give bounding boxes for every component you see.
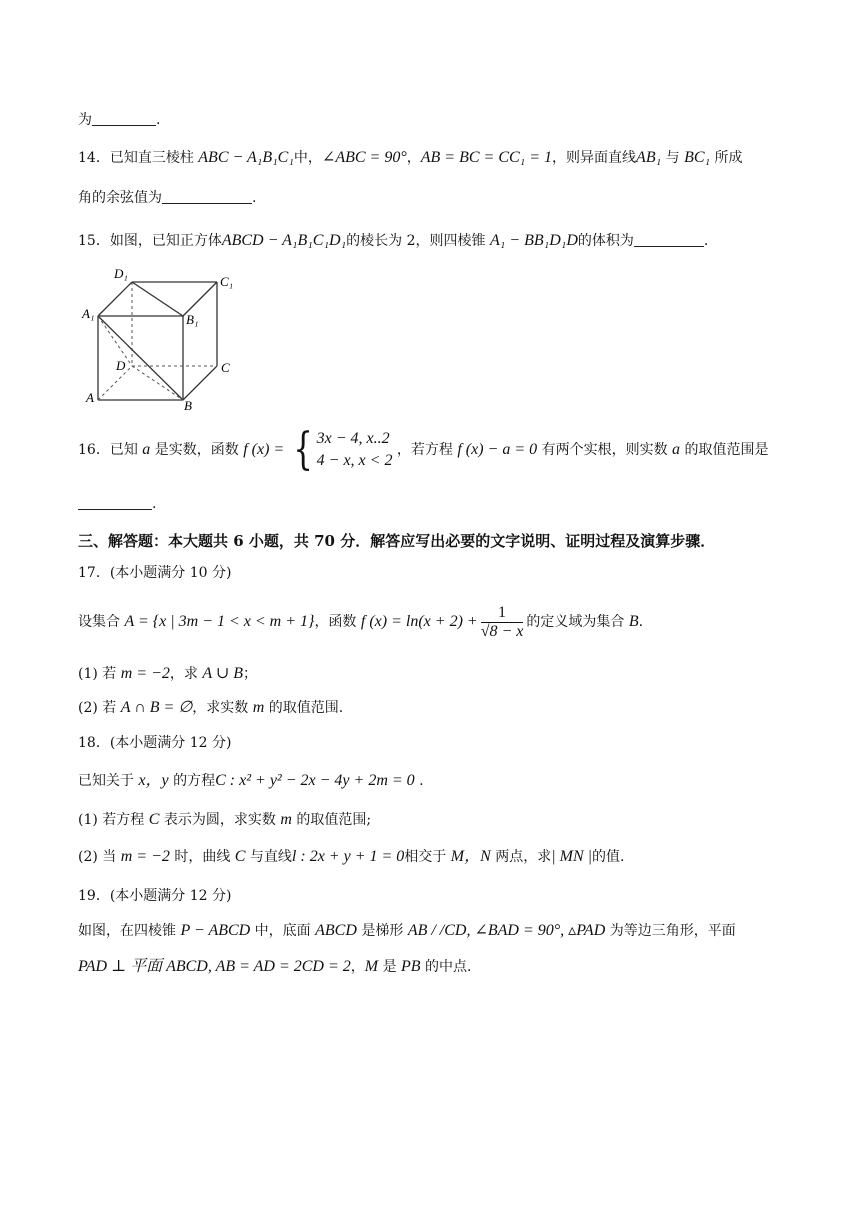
q15-text: . — [703, 233, 709, 249]
case-1: 3x − 4, x..2 — [316, 430, 390, 447]
q15-line1 — [78, 231, 708, 251]
q18-sub2 — [78, 847, 624, 867]
q18-line-equation: l : 2x + y + 1 = 0 — [291, 848, 405, 865]
q17-function: f (x) = ln(x + 2) + — [360, 613, 478, 630]
q16-line1 — [78, 426, 769, 474]
q18-text: 时，曲线 — [174, 849, 231, 865]
q19-segment-pb: PB — [401, 958, 421, 975]
q18-statement — [78, 771, 424, 791]
q19-conditions: AB / /CD, ∠BAD = 90°, ▵PAD — [407, 922, 606, 939]
q19-heading: 19．(本小题满分 12 分) — [78, 888, 232, 904]
q18-var-c: C — [234, 848, 246, 865]
q13-prefix: 为 — [78, 112, 92, 128]
q18-sub1 — [78, 810, 371, 830]
q16-text: 有两个实根，则实数 — [541, 442, 668, 458]
q16-number-text: 16．已知 — [78, 442, 138, 458]
q19-text: 是 — [382, 959, 397, 975]
label-d: D — [116, 358, 126, 373]
label-b: B — [184, 398, 192, 412]
q18-text: 表示为圆，求实数 — [163, 812, 276, 828]
q17-heading: 17．(本小题满分 10 分) — [78, 565, 232, 581]
brace-icon: { — [292, 424, 313, 475]
q15-text: 的体积为 — [577, 233, 634, 249]
q18-text: 相交于 — [404, 849, 447, 865]
q17-statement — [78, 600, 643, 644]
q19-text: 为等边三角形，平面 — [609, 923, 736, 939]
q16-text: 的取值范围是 — [684, 442, 769, 458]
case-2: 4 − x, x < 2 — [316, 452, 393, 469]
q14-text: 中， — [293, 150, 322, 166]
q15-pyramid: A₁ − BB₁D₁D — [489, 232, 578, 249]
q16-var-a: a — [672, 441, 681, 458]
q18-equation: C : x² + y² − 2x − 4y + 2m = 0 — [215, 772, 415, 789]
q17-text: (2) 若 — [78, 700, 117, 716]
q18-vars: x，y — [138, 772, 169, 789]
q13-tail-line — [78, 110, 160, 130]
q16-text: ，若方程 — [396, 442, 453, 458]
q16-function: f (x) = — [243, 441, 285, 458]
q17-text: ，求 — [169, 666, 198, 682]
q19-text: 中，底面 — [254, 923, 311, 939]
q18-abs-mn: | MN | — [551, 848, 593, 865]
q14-line1 — [78, 148, 743, 168]
q15-text: 的棱长为 2，则四棱锥 — [346, 233, 486, 249]
q19-text: 是梯形 — [361, 923, 404, 939]
section-heading: 三、解答题：本大题共 6 小题，共 70 分．解答应写出必要的文字说明、证明过程及演算步骤． — [78, 532, 716, 550]
q19-conditions-2: PAD ⊥ 平面 ABCD, AB = AD = 2CD = 2 — [78, 958, 351, 975]
q18-text: 的方程 — [173, 773, 216, 789]
q18-text: 与直线 — [249, 849, 292, 865]
answer-blank — [78, 495, 152, 510]
piecewise-function — [289, 426, 393, 474]
q14-text: . — [252, 190, 257, 206]
q17-text: ； — [243, 666, 258, 682]
q18-text: 两点，求 — [495, 849, 552, 865]
q16-line2 — [78, 494, 156, 514]
q13-suffix: . — [156, 112, 161, 128]
set-a: A = {x | 3m − 1 < x < m + 1} — [124, 613, 315, 630]
q17-text: 的定义域为集合 — [526, 614, 625, 630]
q17-union: A ∪ B — [202, 665, 244, 682]
q18-heading: 18．(本小题满分 12 分) — [78, 735, 232, 751]
q17-intersection: A ∩ B = ∅ — [120, 699, 193, 716]
answer-blank — [92, 111, 156, 126]
label-c: C — [221, 360, 230, 375]
q18-text: 已知关于 — [78, 773, 134, 789]
q16-text: . — [152, 496, 157, 512]
label-d1: D₁ — [114, 266, 128, 281]
q19-text: 的中点. — [425, 959, 472, 975]
q18-text: (1) 若方程 — [78, 812, 145, 828]
label-c1: C₁ — [220, 274, 234, 289]
q19-text: ， — [350, 959, 365, 975]
fraction — [481, 604, 524, 641]
q16-text: 是实数，函数 — [154, 442, 239, 458]
fraction-denominator: √8 − x — [480, 622, 524, 640]
q14-text: 角的余弦值为 — [78, 190, 162, 206]
q17-sub2 — [78, 698, 343, 718]
fraction-numerator: 1 — [481, 604, 524, 623]
q17-m-value: m = −2 — [120, 665, 170, 682]
q19-text: 如图，在四棱锥 — [78, 923, 176, 939]
q17-text: . — [638, 614, 644, 630]
q14-text: 所成 — [714, 150, 743, 166]
q17-text: (1) 若 — [78, 666, 117, 682]
q18-m-value: m = −2 — [120, 848, 170, 865]
label-b1: B₁ — [186, 312, 199, 327]
q14-equation: AB = BC = CC₁ = 1 — [420, 149, 553, 166]
q18-text: . — [414, 773, 424, 789]
set-b: B — [628, 613, 639, 630]
q14-text: ， — [406, 150, 421, 166]
q14-line2 — [78, 188, 256, 208]
q14-prism: ABC − A₁B₁C₁ — [198, 149, 294, 166]
q17-var-m: m — [252, 699, 265, 716]
q15-cube: ABCD − A₁B₁C₁D₁ — [221, 232, 347, 249]
cube-figure — [80, 262, 240, 412]
q18-text: 的取值范围; — [296, 812, 372, 828]
q19-var-m: M — [364, 958, 379, 975]
piecewise-cases — [317, 428, 393, 472]
q18-text: 的值. — [592, 849, 625, 865]
q19-base: ABCD — [315, 922, 357, 939]
label-a: A — [86, 390, 94, 405]
q14-line-ab1: AB₁ — [636, 149, 662, 166]
q17-text: 的取值范围. — [268, 700, 344, 716]
q18-points: M，N — [450, 848, 491, 865]
label-a1: A₁ — [82, 306, 95, 321]
q17-text: ，求实数 — [192, 700, 249, 716]
q17-text: 设集合 — [78, 614, 120, 630]
q14-text: 与 — [665, 150, 680, 166]
q16-equation: f (x) − a = 0 — [457, 441, 538, 458]
q14-text: ，则异面直线 — [552, 150, 637, 166]
q15-number-text: 15．如图，已知正方体 — [78, 233, 222, 249]
q19-line1 — [78, 921, 736, 941]
q16-var-a: a — [142, 441, 151, 458]
q19-pyramid: P − ABCD — [180, 922, 251, 939]
answer-blank — [162, 189, 252, 204]
q19-line2 — [78, 957, 471, 977]
q14-line-bc1: BC₁ — [684, 149, 711, 166]
q17-text: ，函数 — [314, 614, 357, 630]
q18-text: (2) 当 — [78, 849, 117, 865]
answer-blank — [634, 232, 704, 247]
q17-sub1 — [78, 664, 257, 684]
q14-number-text: 14．已知直三棱柱 — [78, 150, 194, 166]
q14-angle: ∠ABC = 90° — [321, 149, 407, 166]
q18-var-c: C — [148, 811, 160, 828]
q18-var-m: m — [280, 811, 292, 828]
